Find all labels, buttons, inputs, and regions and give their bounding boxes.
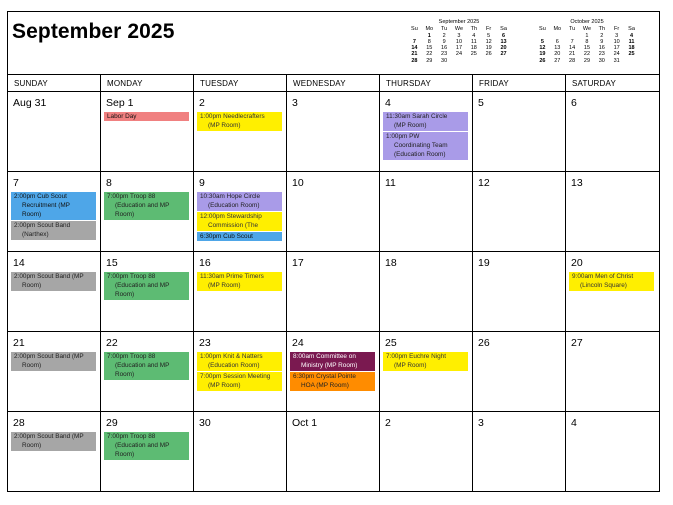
mini-day[interactable]: 4	[630, 32, 634, 39]
day-number: 15	[106, 257, 118, 269]
day-cell[interactable]	[8, 172, 101, 252]
mini-day[interactable]: 28	[569, 57, 576, 64]
event-title: 6:30pm Cub Scout	[200, 233, 253, 240]
calendar-event[interactable]	[11, 352, 96, 371]
weekday-label-wednesday: WEDNESDAY	[293, 79, 346, 88]
mini-day[interactable]: 24	[455, 51, 463, 58]
mini-weekday-label: We	[454, 26, 464, 33]
day-number: 4	[385, 97, 391, 109]
day-cell[interactable]	[101, 172, 194, 252]
day-number: Aug 31	[13, 97, 47, 109]
event-title: 7:00pm Euchre Night	[386, 353, 447, 360]
event-title: 2:00pm Scout Band	[14, 222, 71, 229]
day-number: Sep 1	[106, 97, 134, 109]
day-number: 20	[571, 257, 583, 269]
day-cell[interactable]	[287, 172, 380, 252]
mini-day[interactable]: 12	[485, 38, 492, 45]
day-cell[interactable]	[194, 412, 287, 491]
event-detail: (Lincoln Square)	[580, 282, 627, 289]
event-detail: Coordinating Team	[394, 142, 448, 149]
event-title: Labor Day	[107, 113, 137, 120]
mini-weekday-label: Fr	[614, 26, 620, 33]
mini-day[interactable]: 5	[540, 38, 544, 45]
day-cell[interactable]	[473, 252, 566, 332]
month-grid	[8, 92, 659, 491]
event-title: 9:00am Men of Christ	[572, 273, 634, 280]
event-detail: Room)	[22, 362, 42, 369]
calendar-event[interactable]	[383, 352, 468, 371]
mini-day	[452, 58, 467, 64]
day-cell[interactable]	[287, 92, 380, 172]
day-number: 12	[478, 177, 490, 189]
calendar-event[interactable]	[290, 352, 375, 371]
event-detail: (Education Room)	[208, 362, 260, 369]
day-number: 25	[385, 337, 397, 349]
day-number: 29	[106, 417, 118, 429]
mini-calendar-october	[535, 19, 639, 64]
event-detail: Room)	[115, 371, 135, 378]
mini-day[interactable]: 3	[615, 32, 619, 39]
day-number: 2	[199, 97, 205, 109]
mini-weekday-label: Mo	[553, 26, 562, 33]
event-detail: (MP Room)	[394, 362, 427, 369]
weekday-divider	[565, 75, 566, 91]
calendar-page	[7, 11, 660, 492]
event-detail: (Education and MP	[115, 202, 170, 209]
weekday-divider	[472, 75, 473, 91]
calendar-event[interactable]	[383, 132, 468, 160]
mini-day[interactable]: 10	[613, 38, 620, 45]
day-cell[interactable]	[8, 252, 101, 332]
mini-weekday-label: Su	[539, 26, 546, 33]
day-cell[interactable]	[194, 92, 287, 172]
mini-weekday-label: Sa	[628, 26, 635, 33]
mini-weekday-label: Tu	[441, 26, 448, 33]
day-number: 17	[292, 257, 304, 269]
mini-day[interactable]: 8	[427, 38, 431, 45]
day-cell[interactable]	[566, 252, 659, 332]
mini-day[interactable]: 18	[628, 45, 635, 52]
mini-day[interactable]: 17	[613, 45, 620, 52]
calendar-event[interactable]	[11, 432, 96, 451]
weekday-header-row	[8, 75, 659, 92]
mini-weekday-label: Th	[470, 26, 477, 33]
event-detail: HOA (MP Room)	[301, 382, 349, 389]
calendar-event[interactable]	[197, 212, 282, 231]
day-number: Oct 1	[292, 417, 318, 429]
day-number: 16	[199, 257, 211, 269]
mini-weekday-label: We	[582, 26, 592, 33]
mini-day[interactable]: 25	[470, 51, 477, 58]
day-number: 19	[478, 257, 490, 269]
mini-day[interactable]: 6	[502, 32, 506, 39]
event-title: 7:00pm Troop 88	[107, 273, 156, 280]
day-cell[interactable]	[380, 412, 473, 491]
event-title: 11:30am Sarah Circle	[386, 113, 448, 120]
mini-calendar-title: October 2025	[570, 19, 604, 25]
mini-day[interactable]: 12	[539, 45, 546, 52]
mini-day[interactable]: 26	[539, 57, 546, 64]
day-number: 30	[199, 417, 211, 429]
day-cell[interactable]	[473, 412, 566, 491]
event-title: 8:00am Committee on	[293, 353, 356, 360]
mini-day[interactable]: 20	[554, 51, 561, 58]
mini-day[interactable]: 30	[598, 57, 605, 64]
mini-day[interactable]: 13	[500, 38, 507, 45]
event-title: 7:00pm Troop 88	[107, 193, 156, 200]
mini-weekday-label: Th	[598, 26, 605, 33]
day-cell[interactable]	[194, 332, 287, 412]
calendar-header	[8, 12, 659, 75]
event-detail: Room)	[22, 442, 42, 449]
weekday-label-tuesday: TUESDAY	[200, 79, 239, 88]
day-number: 10	[292, 177, 304, 189]
day-cell[interactable]	[473, 172, 566, 252]
mini-weekday-label: Sa	[500, 26, 507, 33]
event-title: 12:00pm Stewardship	[200, 213, 262, 220]
mini-day[interactable]: 5	[487, 32, 491, 39]
mini-day[interactable]: 23	[441, 51, 448, 58]
day-cell[interactable]	[287, 252, 380, 332]
mini-calendar-table	[535, 26, 639, 64]
mini-day[interactable]: 11	[470, 38, 477, 45]
calendar-event[interactable]	[197, 272, 282, 291]
event-title: 11:30am Prime Timers	[200, 273, 264, 280]
calendar-event[interactable]	[11, 221, 96, 240]
mini-day[interactable]: 31	[613, 57, 620, 64]
day-number: 4	[571, 417, 577, 429]
mini-day[interactable]: 10	[455, 38, 463, 45]
mini-day[interactable]: 17	[455, 45, 463, 52]
day-number: 13	[571, 177, 583, 189]
day-cell[interactable]	[8, 412, 101, 491]
day-number: 3	[478, 417, 484, 429]
mini-day[interactable]: 25	[628, 51, 635, 58]
mini-day[interactable]: 26	[485, 51, 492, 58]
event-title: 1:00pm Needlecrafters	[200, 113, 265, 120]
day-number: 23	[199, 337, 211, 349]
mini-day[interactable]: 23	[598, 51, 605, 58]
day-number: 2	[385, 417, 391, 429]
mini-day[interactable]: 27	[500, 51, 507, 58]
day-number: 6	[571, 97, 577, 109]
day-number: 24	[292, 337, 304, 349]
mini-day	[481, 58, 496, 64]
calendar-event[interactable]	[104, 272, 189, 300]
mini-day[interactable]: 8	[585, 38, 589, 45]
mini-day[interactable]: 19	[539, 51, 546, 58]
mini-day[interactable]: 21	[411, 51, 418, 58]
day-number: 22	[106, 337, 118, 349]
event-title: 7:00pm Troop 88	[107, 353, 156, 360]
event-detail: (MP Room)	[394, 122, 427, 129]
mini-day[interactable]: 9	[442, 38, 446, 45]
calendar-event[interactable]	[197, 352, 282, 371]
mini-day[interactable]: 28	[411, 57, 418, 64]
mini-day[interactable]: 7	[570, 38, 574, 45]
holiday-event[interactable]	[104, 112, 189, 121]
mini-day[interactable]: 16	[441, 45, 448, 52]
calendar-event[interactable]	[197, 232, 282, 241]
day-number: 3	[292, 97, 298, 109]
day-number: 28	[13, 417, 25, 429]
event-detail: Room)	[115, 291, 135, 298]
event-title: 6:30pm Crystal Pointe	[293, 373, 356, 380]
calendar-event[interactable]	[197, 112, 282, 131]
mini-day[interactable]: 6	[555, 38, 559, 45]
weekday-divider	[193, 75, 194, 91]
day-number: 14	[13, 257, 25, 269]
event-detail: Commission (The	[208, 222, 259, 229]
mini-day[interactable]: 30	[441, 57, 448, 64]
day-cell[interactable]	[101, 412, 194, 491]
mini-day[interactable]: 11	[628, 38, 635, 45]
mini-weekday-label: Fr	[486, 26, 492, 33]
mini-day	[466, 58, 481, 64]
day-number: 7	[13, 177, 19, 189]
calendar-event[interactable]	[383, 112, 468, 131]
mini-day[interactable]: 2	[442, 32, 446, 39]
event-detail: (Education and MP	[115, 442, 170, 449]
mini-calendar-september	[407, 19, 511, 64]
day-cell[interactable]	[101, 92, 194, 172]
event-detail: (Education Room)	[208, 202, 260, 209]
calendar-event[interactable]	[104, 432, 189, 460]
mini-weekday-label: Mo	[425, 26, 434, 33]
day-cell[interactable]	[8, 92, 101, 172]
day-cell[interactable]	[566, 92, 659, 172]
event-detail: Ministry (MP Room)	[301, 362, 358, 369]
calendar-event[interactable]	[197, 372, 282, 391]
day-number: 27	[571, 337, 583, 349]
day-cell[interactable]	[194, 252, 287, 332]
event-title: 2:00pm Scout Band (MP	[14, 353, 84, 360]
day-number: 21	[13, 337, 25, 349]
event-title: 2:00pm Scout Band (MP	[14, 433, 84, 440]
event-detail: (Education and MP	[115, 362, 170, 369]
day-cell[interactable]	[101, 332, 194, 412]
day-number: 5	[478, 97, 484, 109]
event-detail: Room)	[22, 211, 42, 218]
mini-day	[496, 58, 511, 64]
mini-day[interactable]: 16	[598, 45, 605, 52]
mini-weekday-label: Su	[411, 26, 418, 33]
calendar-event[interactable]	[569, 272, 654, 291]
day-cell[interactable]	[101, 252, 194, 332]
mini-day[interactable]: 9	[600, 38, 604, 45]
mini-day[interactable]: 29	[426, 57, 433, 64]
event-detail: (MP Room)	[208, 122, 241, 129]
mini-day[interactable]: 4	[472, 32, 476, 39]
day-cell[interactable]	[8, 332, 101, 412]
weekday-label-monday: MONDAY	[107, 79, 143, 88]
weekday-divider	[379, 75, 380, 91]
mini-day[interactable]: 15	[583, 45, 591, 52]
mini-calendar-table	[407, 26, 511, 64]
calendar-event[interactable]	[197, 192, 282, 211]
event-detail: Room)	[115, 451, 135, 458]
mini-day[interactable]: 14	[569, 45, 576, 52]
event-title: 2:00pm Scout Band (MP	[14, 273, 84, 280]
event-title: 1:00pm Knit & Natters	[200, 353, 263, 360]
mini-day[interactable]: 19	[485, 45, 492, 52]
day-number: 26	[478, 337, 490, 349]
event-title: 2:00pm Cub Scout	[14, 193, 67, 200]
mini-day[interactable]: 20	[500, 45, 507, 52]
day-cell[interactable]	[566, 412, 659, 491]
calendar-event[interactable]	[11, 192, 96, 220]
day-cell[interactable]	[473, 92, 566, 172]
day-cell[interactable]	[287, 332, 380, 412]
event-detail: (MP Room)	[208, 382, 241, 389]
day-number: 18	[385, 257, 397, 269]
weekday-label-thursday: THURSDAY	[386, 79, 432, 88]
day-number: 8	[106, 177, 112, 189]
day-cell[interactable]	[287, 412, 380, 491]
mini-calendar-title: September 2025	[438, 19, 480, 25]
mini-day[interactable]: 2	[600, 32, 604, 39]
event-title: 1:00pm PW	[386, 133, 420, 140]
calendar-event[interactable]	[11, 272, 96, 291]
day-number: 11	[385, 177, 396, 189]
event-detail: Room)	[22, 282, 42, 289]
mini-day[interactable]: 3	[457, 32, 461, 39]
mini-day[interactable]: 21	[569, 51, 576, 58]
event-detail: (MP Room)	[208, 282, 241, 289]
day-cell[interactable]	[380, 252, 473, 332]
mini-day[interactable]: 7	[412, 38, 416, 45]
weekday-label-saturday: SATURDAY	[572, 79, 616, 88]
mini-day[interactable]: 13	[554, 45, 561, 52]
event-detail: (Education and MP	[115, 282, 170, 289]
day-cell[interactable]	[380, 332, 473, 412]
mini-day[interactable]: 18	[470, 45, 477, 52]
day-cell[interactable]	[473, 332, 566, 412]
weekday-divider	[286, 75, 287, 91]
mini-day[interactable]: 1	[585, 32, 589, 39]
event-detail: (Education Room)	[394, 151, 446, 158]
mini-day[interactable]: 15	[426, 45, 433, 52]
mini-day	[624, 58, 639, 64]
event-title: 7:00pm Troop 88	[107, 433, 156, 440]
day-number: 9	[199, 177, 205, 189]
event-detail: (Narthex)	[22, 231, 49, 238]
calendar-event[interactable]	[290, 372, 375, 391]
weekday-label-sunday: SUNDAY	[14, 79, 48, 88]
mini-day[interactable]: 22	[426, 51, 433, 58]
mini-day[interactable]: 1	[427, 32, 431, 39]
event-title: 7:00pm Session Meeting	[200, 373, 271, 380]
day-cell[interactable]	[566, 172, 659, 252]
event-detail: Recruitment (MP	[22, 202, 70, 209]
day-cell[interactable]	[380, 92, 473, 172]
calendar-event[interactable]	[104, 352, 189, 380]
mini-day[interactable]: 14	[411, 45, 418, 52]
weekday-divider	[100, 75, 101, 91]
weekday-label-friday: FRIDAY	[479, 79, 509, 88]
day-cell[interactable]	[566, 332, 659, 412]
mini-day[interactable]: 29	[583, 57, 591, 64]
mini-day[interactable]: 22	[583, 51, 591, 58]
calendar-event[interactable]	[104, 192, 189, 220]
event-detail: Room)	[115, 211, 135, 218]
day-cell[interactable]	[380, 172, 473, 252]
month-title: September 2025	[12, 20, 175, 43]
mini-day[interactable]: 27	[554, 57, 561, 64]
event-title: 10:30am Hope Circle	[200, 193, 261, 200]
mini-day[interactable]: 24	[613, 51, 620, 58]
day-cell[interactable]	[194, 172, 287, 252]
mini-weekday-label: Tu	[569, 26, 576, 33]
